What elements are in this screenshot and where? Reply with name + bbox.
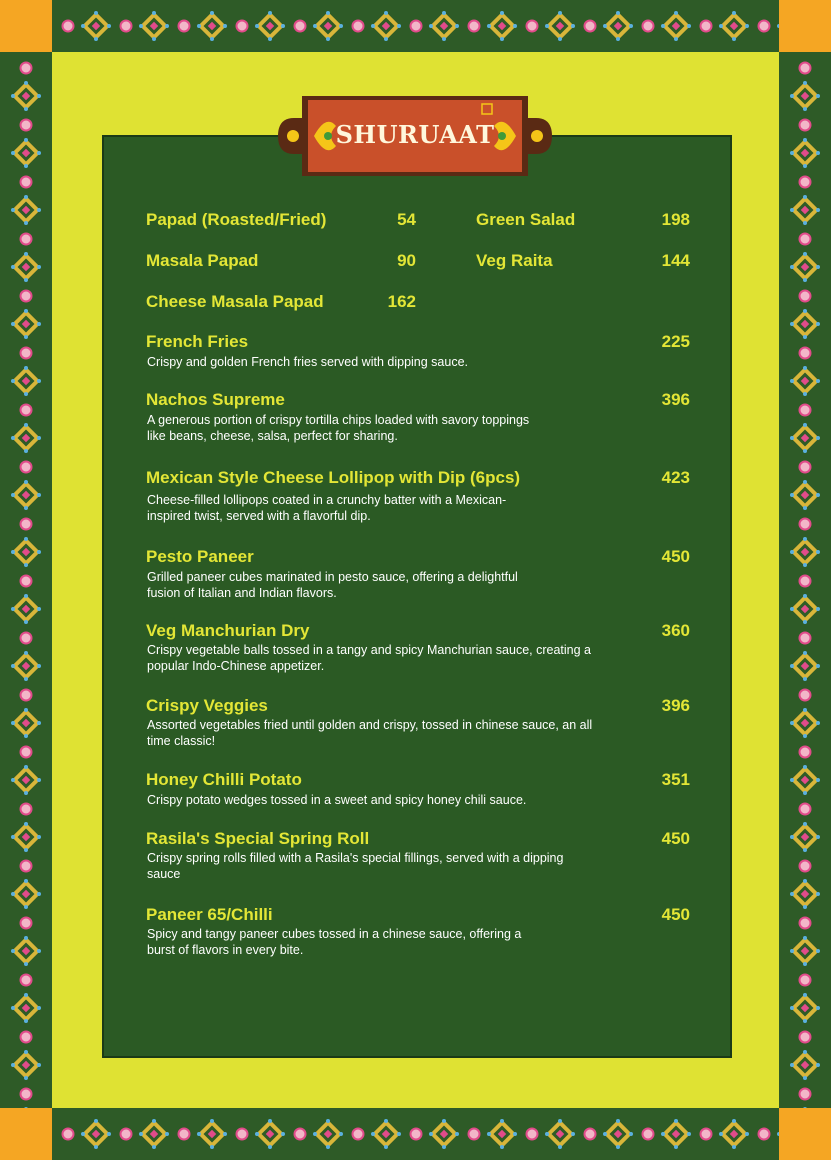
border-ring-icon	[21, 348, 32, 359]
border-diamond-icon	[790, 309, 820, 339]
menu-item-description: Crispy vegetable balls tossed in a tangy and spicy Manchurian sauce, creating a popular Indo-Chinese appetizer.	[147, 643, 592, 673]
menu-item-description: Crispy potato wedges tossed in a sweet and spicy honey chili sauce.	[147, 793, 527, 807]
border-diamond-icon	[790, 1107, 820, 1108]
border-ring-icon	[21, 747, 32, 758]
menu-item-name: Pesto Paneer	[146, 547, 254, 566]
border-diamond-icon	[11, 936, 41, 966]
border-ring-icon	[469, 1129, 480, 1140]
border-ring-icon	[411, 1129, 422, 1140]
menu-item-name: Honey Chilli Potato	[146, 770, 302, 789]
border-diamond-icon	[487, 11, 517, 41]
border-ring-icon	[800, 804, 811, 815]
border-left	[0, 52, 52, 1108]
menu-item-price: 225	[661, 332, 690, 351]
border-diamond-icon	[11, 1107, 41, 1108]
border-ring-icon	[759, 1129, 770, 1140]
border-ring-icon	[21, 1089, 32, 1100]
page-title: SHURUAAT	[335, 120, 495, 149]
border-ring-icon	[759, 21, 770, 32]
border-diamond-icon	[11, 537, 41, 567]
border-diamond-icon	[371, 11, 401, 41]
corner-bottom-left	[0, 1108, 52, 1160]
border-ring-icon	[21, 291, 32, 302]
border-diamond-icon	[790, 936, 820, 966]
border-diamond-icon	[11, 423, 41, 453]
border-ring-icon	[353, 21, 364, 32]
border-diamond-icon	[790, 879, 820, 909]
menu-item-name: Cheese Masala Papad	[146, 292, 324, 311]
border-diamond-icon	[790, 765, 820, 795]
border-ring-icon	[21, 975, 32, 986]
border-ring-icon	[469, 21, 480, 32]
border-ring-icon	[21, 234, 32, 245]
menu-item-name: Mexican Style Cheese Lollipop with Dip (6pcs)	[146, 468, 521, 487]
menu-item-price: 90	[397, 251, 416, 270]
border-diamond-icon	[11, 366, 41, 396]
menu-item-price: 450	[661, 905, 690, 924]
border-ring-icon	[585, 1129, 596, 1140]
border-ring-icon	[800, 63, 811, 74]
border-diamond-icon	[11, 195, 41, 225]
border-diamond-icon	[790, 537, 820, 567]
border-ring-icon	[800, 291, 811, 302]
border-ring-icon	[21, 1032, 32, 1043]
border-diamond-icon	[777, 11, 779, 41]
border-ring-icon	[411, 21, 422, 32]
border-diamond-icon	[661, 11, 691, 41]
menu-item-name: Green Salad	[476, 210, 576, 229]
border-diamond-icon	[719, 1119, 749, 1149]
border-diamond-icon	[11, 879, 41, 909]
border-ring-icon	[800, 1089, 811, 1100]
border-diamond-icon	[603, 11, 633, 41]
menu-item-description: Crispy spring rolls filled with a Rasila's special fillings, served with a dipping sauce	[147, 851, 564, 881]
border-ring-icon	[800, 918, 811, 929]
border-diamond-icon	[313, 1119, 343, 1149]
border-ring-icon	[21, 804, 32, 815]
border-ring-icon	[237, 21, 248, 32]
border-diamond-icon	[790, 423, 820, 453]
border-diamond-icon	[81, 1119, 111, 1149]
border-ring-icon	[21, 405, 32, 416]
border-ring-icon	[21, 918, 32, 929]
border-ring-icon	[21, 576, 32, 587]
border-ring-icon	[800, 120, 811, 131]
border-diamond-icon	[790, 651, 820, 681]
border-ring-icon	[800, 747, 811, 758]
border-diamond-icon	[661, 1119, 691, 1149]
menu-item-name: Paneer 65/Chilli	[146, 905, 273, 924]
menu-item-name: Veg Manchurian Dry	[146, 621, 310, 640]
border-bottom	[52, 1108, 779, 1160]
border-diamond-icon	[429, 1119, 459, 1149]
border-ring-icon	[800, 633, 811, 644]
border-diamond-icon	[11, 309, 41, 339]
border-ring-icon	[121, 1129, 132, 1140]
border-diamond-icon	[790, 81, 820, 111]
border-ring-icon	[21, 462, 32, 473]
border-diamond-icon	[790, 252, 820, 282]
border-ring-icon	[21, 120, 32, 131]
corner-bottom-right	[779, 1108, 831, 1160]
border-ring-icon	[63, 21, 74, 32]
border-diamond-icon	[197, 1119, 227, 1149]
border-diamond-icon	[719, 11, 749, 41]
menu-item-price: 396	[661, 390, 690, 409]
menu-item-price: 450	[661, 829, 690, 848]
border-ring-icon	[295, 21, 306, 32]
menu-item-name: Veg Raita	[476, 251, 553, 270]
border-ring-icon	[21, 690, 32, 701]
border-ring-icon	[295, 1129, 306, 1140]
border-ring-icon	[237, 1129, 248, 1140]
border-ring-icon	[643, 21, 654, 32]
border-diamond-icon	[371, 1119, 401, 1149]
header-banner	[278, 96, 552, 176]
border-ring-icon	[353, 1129, 364, 1140]
border-diamond-icon	[81, 11, 111, 41]
border-ring-icon	[800, 861, 811, 872]
corner-top-left	[0, 0, 52, 52]
border-diamond-icon	[11, 480, 41, 510]
border-top	[52, 0, 779, 52]
border-diamond-icon	[790, 708, 820, 738]
border-diamond-icon	[255, 1119, 285, 1149]
menu-item-price: 450	[661, 547, 690, 566]
border-ring-icon	[800, 348, 811, 359]
menu-item-description: Assorted vegetables fried until golden and crispy, tossed in chinese sauce, an all time classic!	[147, 718, 593, 748]
menu-item-price: 396	[661, 696, 690, 715]
border-diamond-icon	[603, 1119, 633, 1149]
menu-item-price: 198	[661, 210, 690, 229]
border-diamond-icon	[197, 11, 227, 41]
border-ring-icon	[527, 1129, 538, 1140]
border-diamond-icon	[790, 138, 820, 168]
border-diamond-icon	[139, 11, 169, 41]
border-ring-icon	[527, 21, 538, 32]
border-ring-icon	[585, 21, 596, 32]
border-ring-icon	[21, 177, 32, 188]
menu-item-name: Nachos Supreme	[146, 390, 285, 409]
border-diamond-icon	[790, 366, 820, 396]
border-diamond-icon	[487, 1119, 517, 1149]
border-diamond-icon	[139, 1119, 169, 1149]
border-diamond-icon	[790, 480, 820, 510]
menu-item-description: Grilled paneer cubes marinated in pesto sauce, offering a delightful fusion of Italian and Indian flavors.	[147, 570, 518, 600]
border-diamond-icon	[11, 138, 41, 168]
border-diamond-icon	[313, 11, 343, 41]
menu-item-name: Papad (Roasted/Fried)	[146, 210, 327, 229]
border-diamond-icon	[429, 11, 459, 41]
border-diamond-icon	[11, 252, 41, 282]
border-diamond-icon	[790, 993, 820, 1023]
border-ring-icon	[21, 633, 32, 644]
border-diamond-icon	[790, 822, 820, 852]
menu-item-price: 162	[387, 292, 416, 311]
border-diamond-icon	[11, 651, 41, 681]
border-ring-icon	[701, 1129, 712, 1140]
border-diamond-icon	[790, 195, 820, 225]
corner-top-right	[779, 0, 831, 52]
menu-item-price: 54	[397, 210, 416, 229]
border-ring-icon	[800, 576, 811, 587]
menu-item-description: A generous portion of crispy tortilla chips loaded with savory toppings like beans, cheese, salsa, perfect for sharing.	[147, 413, 530, 443]
border-ring-icon	[800, 690, 811, 701]
border-diamond-icon	[255, 11, 285, 41]
border-ring-icon	[643, 1129, 654, 1140]
menu-item-name: Masala Papad	[146, 251, 259, 270]
border-ring-icon	[121, 21, 132, 32]
border-diamond-icon	[545, 11, 575, 41]
menu-item-name: Crispy Veggies	[146, 696, 268, 715]
border-ring-icon	[800, 405, 811, 416]
menu-item-name: Rasila's Special Spring Roll	[146, 829, 370, 848]
border-ring-icon	[800, 177, 811, 188]
border-ring-icon	[800, 975, 811, 986]
border-ring-icon	[800, 234, 811, 245]
menu-item-description: Cheese-filled lollipops coated in a crunchy batter with a Mexican-inspired twist, served with a flavorful dip.	[147, 493, 507, 523]
border-ring-icon	[800, 1032, 811, 1043]
menu-item-price: 351	[661, 770, 690, 789]
border-diamond-icon	[11, 993, 41, 1023]
border-ring-icon	[800, 462, 811, 473]
menu-item-description: Crispy and golden French fries served with dipping sauce.	[147, 355, 469, 369]
border-diamond-icon	[11, 1050, 41, 1080]
border-diamond-icon	[790, 594, 820, 624]
border-ring-icon	[800, 519, 811, 530]
border-ring-icon	[21, 519, 32, 530]
border-right	[779, 52, 831, 1108]
border-diamond-icon	[11, 822, 41, 852]
menu-item-description: Spicy and tangy paneer cubes tossed in a chinese sauce, offering a burst of flavors in every bite.	[147, 927, 522, 957]
menu-item-name: French Fries	[146, 332, 249, 351]
menu-item-price: 360	[661, 621, 690, 640]
border-diamond-icon	[790, 1050, 820, 1080]
border-diamond-icon	[11, 765, 41, 795]
border-ring-icon	[179, 1129, 190, 1140]
border-diamond-icon	[11, 81, 41, 111]
border-ring-icon	[21, 63, 32, 74]
menu-item-price: 423	[661, 468, 690, 487]
border-ring-icon	[63, 1129, 74, 1140]
border-diamond-icon	[11, 594, 41, 624]
border-diamond-icon	[11, 708, 41, 738]
border-ring-icon	[179, 21, 190, 32]
border-ring-icon	[21, 861, 32, 872]
menu-item-price: 144	[661, 251, 690, 270]
border-diamond-icon	[545, 1119, 575, 1149]
border-diamond-icon	[777, 1119, 779, 1149]
border-ring-icon	[701, 21, 712, 32]
